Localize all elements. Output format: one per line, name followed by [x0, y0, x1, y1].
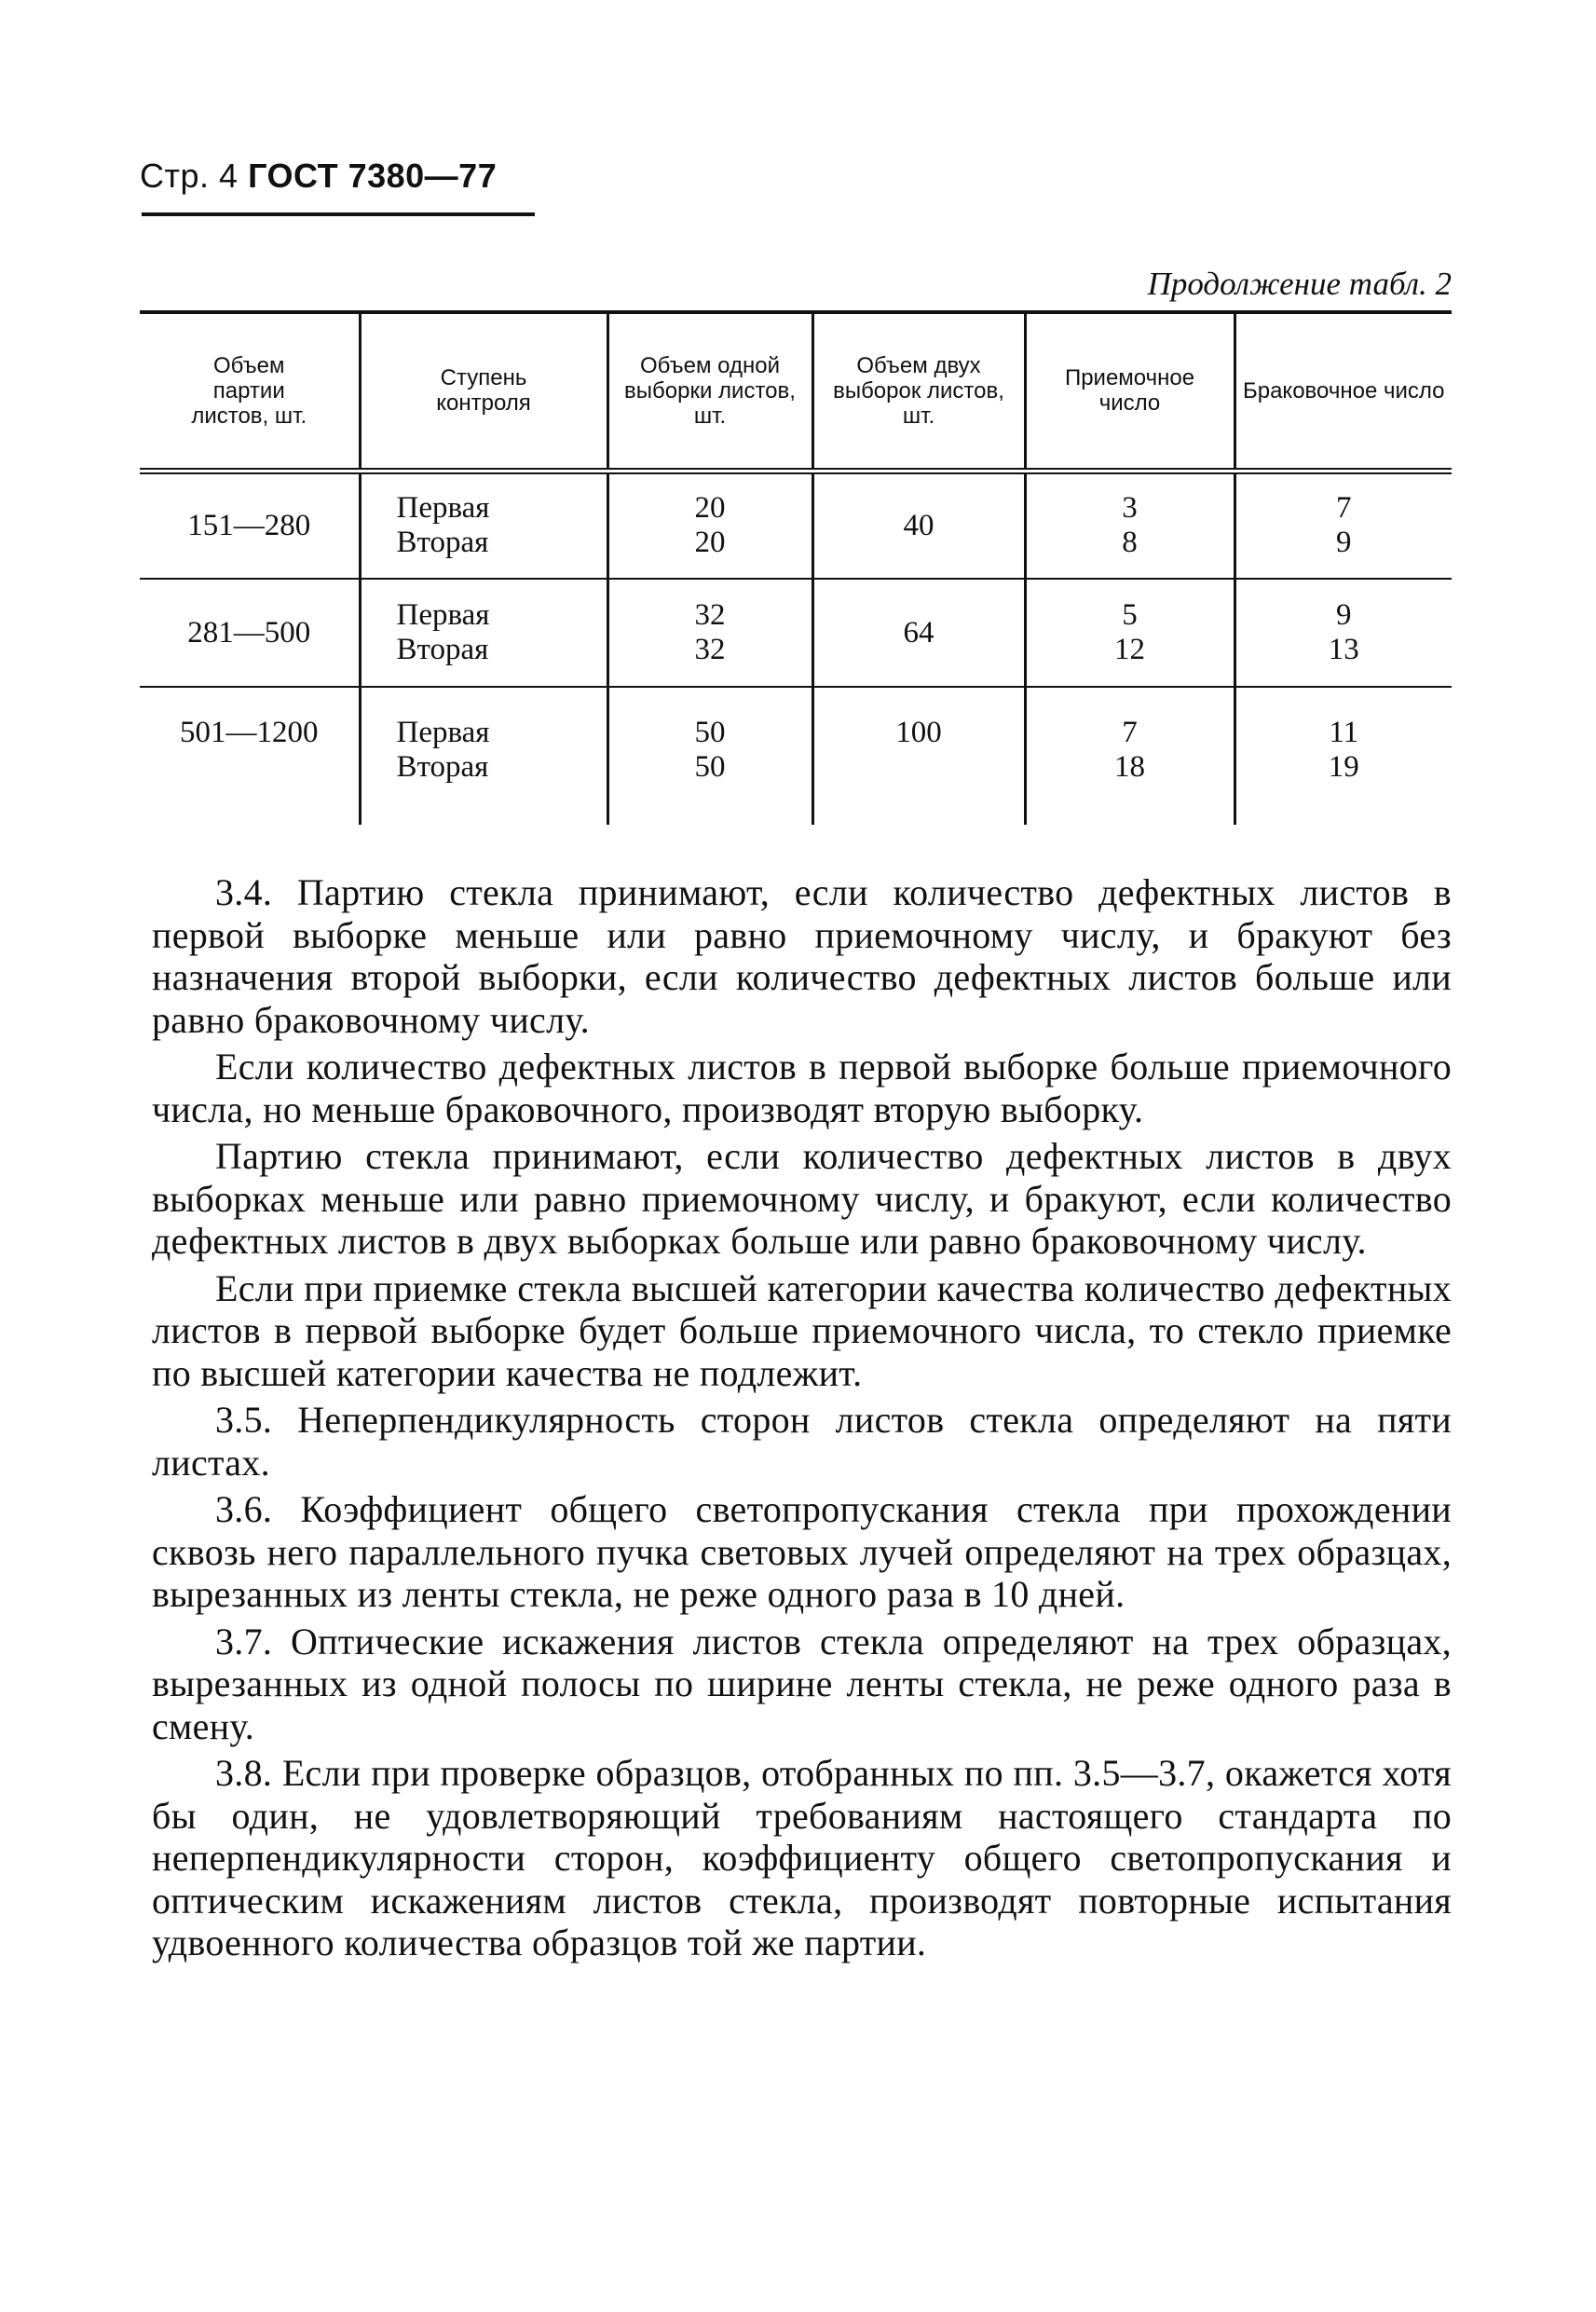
page-label: Стр. 4 [140, 157, 239, 195]
col-header-acceptance-number: Приемочное число [1025, 312, 1235, 471]
double-sample: 64 [812, 579, 1025, 687]
body-text [152, 871, 1452, 1969]
acceptance-first: 7 [1122, 716, 1138, 749]
acceptance-first: 5 [1122, 598, 1138, 632]
stage-second: Вторая [396, 633, 489, 666]
single-sample-first: 32 [694, 598, 726, 632]
table-caption: Продолжение табл. 2 [1147, 266, 1452, 302]
single-sample-first: 50 [694, 716, 726, 749]
rejection-second: 9 [1336, 526, 1352, 560]
single-sample-second: 50 [694, 750, 726, 784]
control-stage [360, 471, 607, 579]
rejection-first: 11 [1329, 716, 1359, 749]
stage-second: Вторая [396, 526, 489, 560]
paragraph-3-6: 3.6. Коэффициент общего светопропускания стекла при прохождении сквозь него параллельного пучка световых лучей определяют на трех образцах, вырезанных из ленты стекла, не реже одного раза в 10 дней. [152, 1488, 1452, 1615]
lot-size: 151—280 [187, 508, 311, 542]
single-sample [607, 471, 812, 579]
double-sample: 100 [812, 687, 1025, 825]
paragraph: Партию стекла принимают, если количество дефектных листов в двух выборках меньше или равно приемочному числу, и бракуют, если количество дефектных листов в двух выборках больше или равно браковочному числу. [152, 1135, 1452, 1262]
control-stage [360, 687, 607, 825]
table-row [140, 687, 1452, 825]
table-row [140, 579, 1452, 687]
acceptance-second: 8 [1122, 526, 1138, 560]
double-sample: 40 [812, 471, 1025, 579]
lot-size: 281—500 [140, 579, 360, 687]
stage-first: Первая [396, 716, 490, 749]
paragraph-3-7: 3.7. Оптические искажения листов стекла определяют на трех образцах, вырезанных из одной полосы по ширине ленты стекла, не реже одного раза в смену. [152, 1620, 1452, 1747]
single-sample [607, 579, 812, 687]
rejection-number [1235, 687, 1452, 825]
header-rule [142, 212, 535, 216]
col-header-single-sample: Объем одной выборки листов, шт. [607, 312, 812, 471]
single-sample [607, 687, 812, 825]
single-sample-second: 32 [694, 633, 726, 666]
col-header-rejection-number: Браковочное число [1235, 312, 1452, 471]
single-sample-first: 20 [694, 491, 726, 526]
table-header-row [140, 312, 1452, 471]
single-sample-second: 20 [694, 526, 726, 560]
stage-first: Первая [396, 491, 490, 526]
paragraph-3-4: 3.4. Партию стекла принимают, если количество дефектных листов в первой выборке меньше или равно приемочному числу, и бракуют без назначения второй выборки, если количество дефектных листов больше или равно браковочному числу. [152, 871, 1452, 1041]
acceptance-number [1025, 579, 1235, 687]
rejection-number [1235, 579, 1452, 687]
acceptance-number [1025, 471, 1235, 579]
paragraph-3-5: 3.5. Неперпендикулярность сторон листов стекла определяют на пяти листах. [152, 1399, 1452, 1484]
acceptance-number [1025, 687, 1235, 825]
rejection-second: 19 [1328, 750, 1359, 784]
stage-second: Вторая [396, 750, 489, 784]
acceptance-second: 12 [1114, 633, 1145, 666]
rejection-first: 9 [1336, 598, 1352, 632]
col-header-lot-size: Объем партии листов, шт. [191, 352, 307, 429]
rejection-first: 7 [1336, 491, 1352, 526]
standard-number: ГОСТ 7380—77 [248, 157, 498, 195]
col-header-control-stage: Ступень контроля [360, 312, 607, 471]
paragraph-3-8: 3.8. Если при проверке образцов, отобранных по пп. 3.5—3.7, окажется хотя бы один, не удовлетворяющий требованиям настоящего стандарта по неперпендикулярности сторон, коэффициенту общего светопропускания и оптическим искажениям листов стекла, производят повторные испытания удвоенного количества образцов той же партии. [152, 1752, 1452, 1963]
rejection-number [1235, 471, 1452, 579]
lot-size: 501—1200 [140, 687, 360, 825]
paragraph: Если количество дефектных листов в первой выборке больше приемочного числа, но меньше браковочного, производят вторую выборку. [152, 1046, 1452, 1130]
col-header-double-sample: Объем двух выборок листов, шт. [812, 312, 1025, 471]
paragraph: Если при приемке стекла высшей категории качества количество дефектных листов в первой выборке будет больше приемочного числа, то стекло приемке по высшей категории качества не подлежит. [152, 1266, 1452, 1394]
rejection-second: 13 [1328, 633, 1359, 666]
stage-first: Первая [396, 598, 490, 632]
page-header [140, 157, 497, 196]
sampling-table [140, 310, 1452, 825]
acceptance-second: 18 [1114, 750, 1145, 784]
acceptance-first: 3 [1122, 491, 1138, 526]
table-row [140, 471, 1452, 579]
control-stage [360, 579, 607, 687]
